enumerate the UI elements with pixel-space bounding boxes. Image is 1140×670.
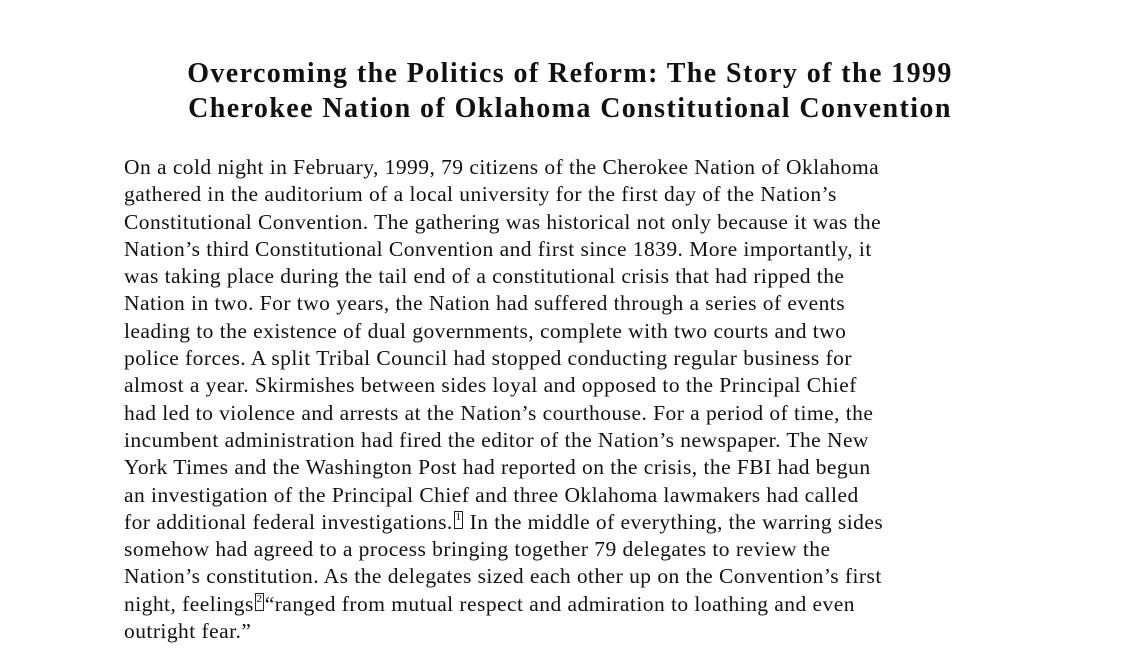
paper-title [40,56,1100,126]
body-paragraph [124,154,1024,645]
title-line-2: Cherokee Nation of Oklahoma Constitutional Convention [188,93,952,124]
body-line: outright fear.” [124,619,252,644]
footnote-reference-2[interactable]: 2 [255,593,264,611]
body-line: police forces. A split Tribal Council had stopped conducting regular business for [124,346,852,371]
body-text-segment: In the middle of everything, the warring sides [463,509,884,534]
body-text-segment: night, feelings [124,591,254,616]
body-line: almost a year. Skirmishes between sides loyal and opposed to the Principal Chief [124,373,857,398]
body-line: Nation’s constitution. As the delegates sized each other up on the Convention’s first [124,564,882,589]
body-line: gathered in the auditorium of a local university for the first day of the Nation’s [124,182,837,207]
body-line: Nation in two. For two years, the Nation had suffered through a series of events [124,291,846,316]
body-line: Nation’s third Constitutional Convention and first since 1839. More importantly, it [124,236,872,261]
footnote-reference-1[interactable]: 1 [454,511,463,529]
body-line: had led to violence and arrests at the Nation’s courthouse. For a period of time, the [124,400,874,425]
body-line: an investigation of the Principal Chief and three Oklahoma lawmakers had called [124,482,859,507]
body-line [124,591,1024,618]
body-line: incumbent administration had fired the editor of the Nation’s newspaper. The New [124,427,869,452]
body-line: Constitutional Convention. The gathering was historical not only because it was the [124,209,882,234]
body-line [124,509,1024,536]
body-line: On a cold night in February, 1999, 79 citizens of the Cherokee Nation of Oklahoma [124,155,880,179]
body-text-segment: “ranged from mutual respect and admiration to loathing and even [264,591,855,616]
body-text-segment: for additional federal investigations. [124,509,453,534]
body-line: somehow had agreed to a process bringing together 79 delegates to review the [124,537,831,562]
title-line-1: Overcoming the Politics of Reform: The Story of the 1999 [187,58,953,89]
body-line: leading to the existence of dual governments, complete with two courts and two [124,318,847,343]
body-line: York Times and the Washington Post had reported on the crisis, the FBI had begun [124,455,871,480]
body-line: was taking place during the tail end of a constitutional crisis that had ripped the [124,264,845,289]
